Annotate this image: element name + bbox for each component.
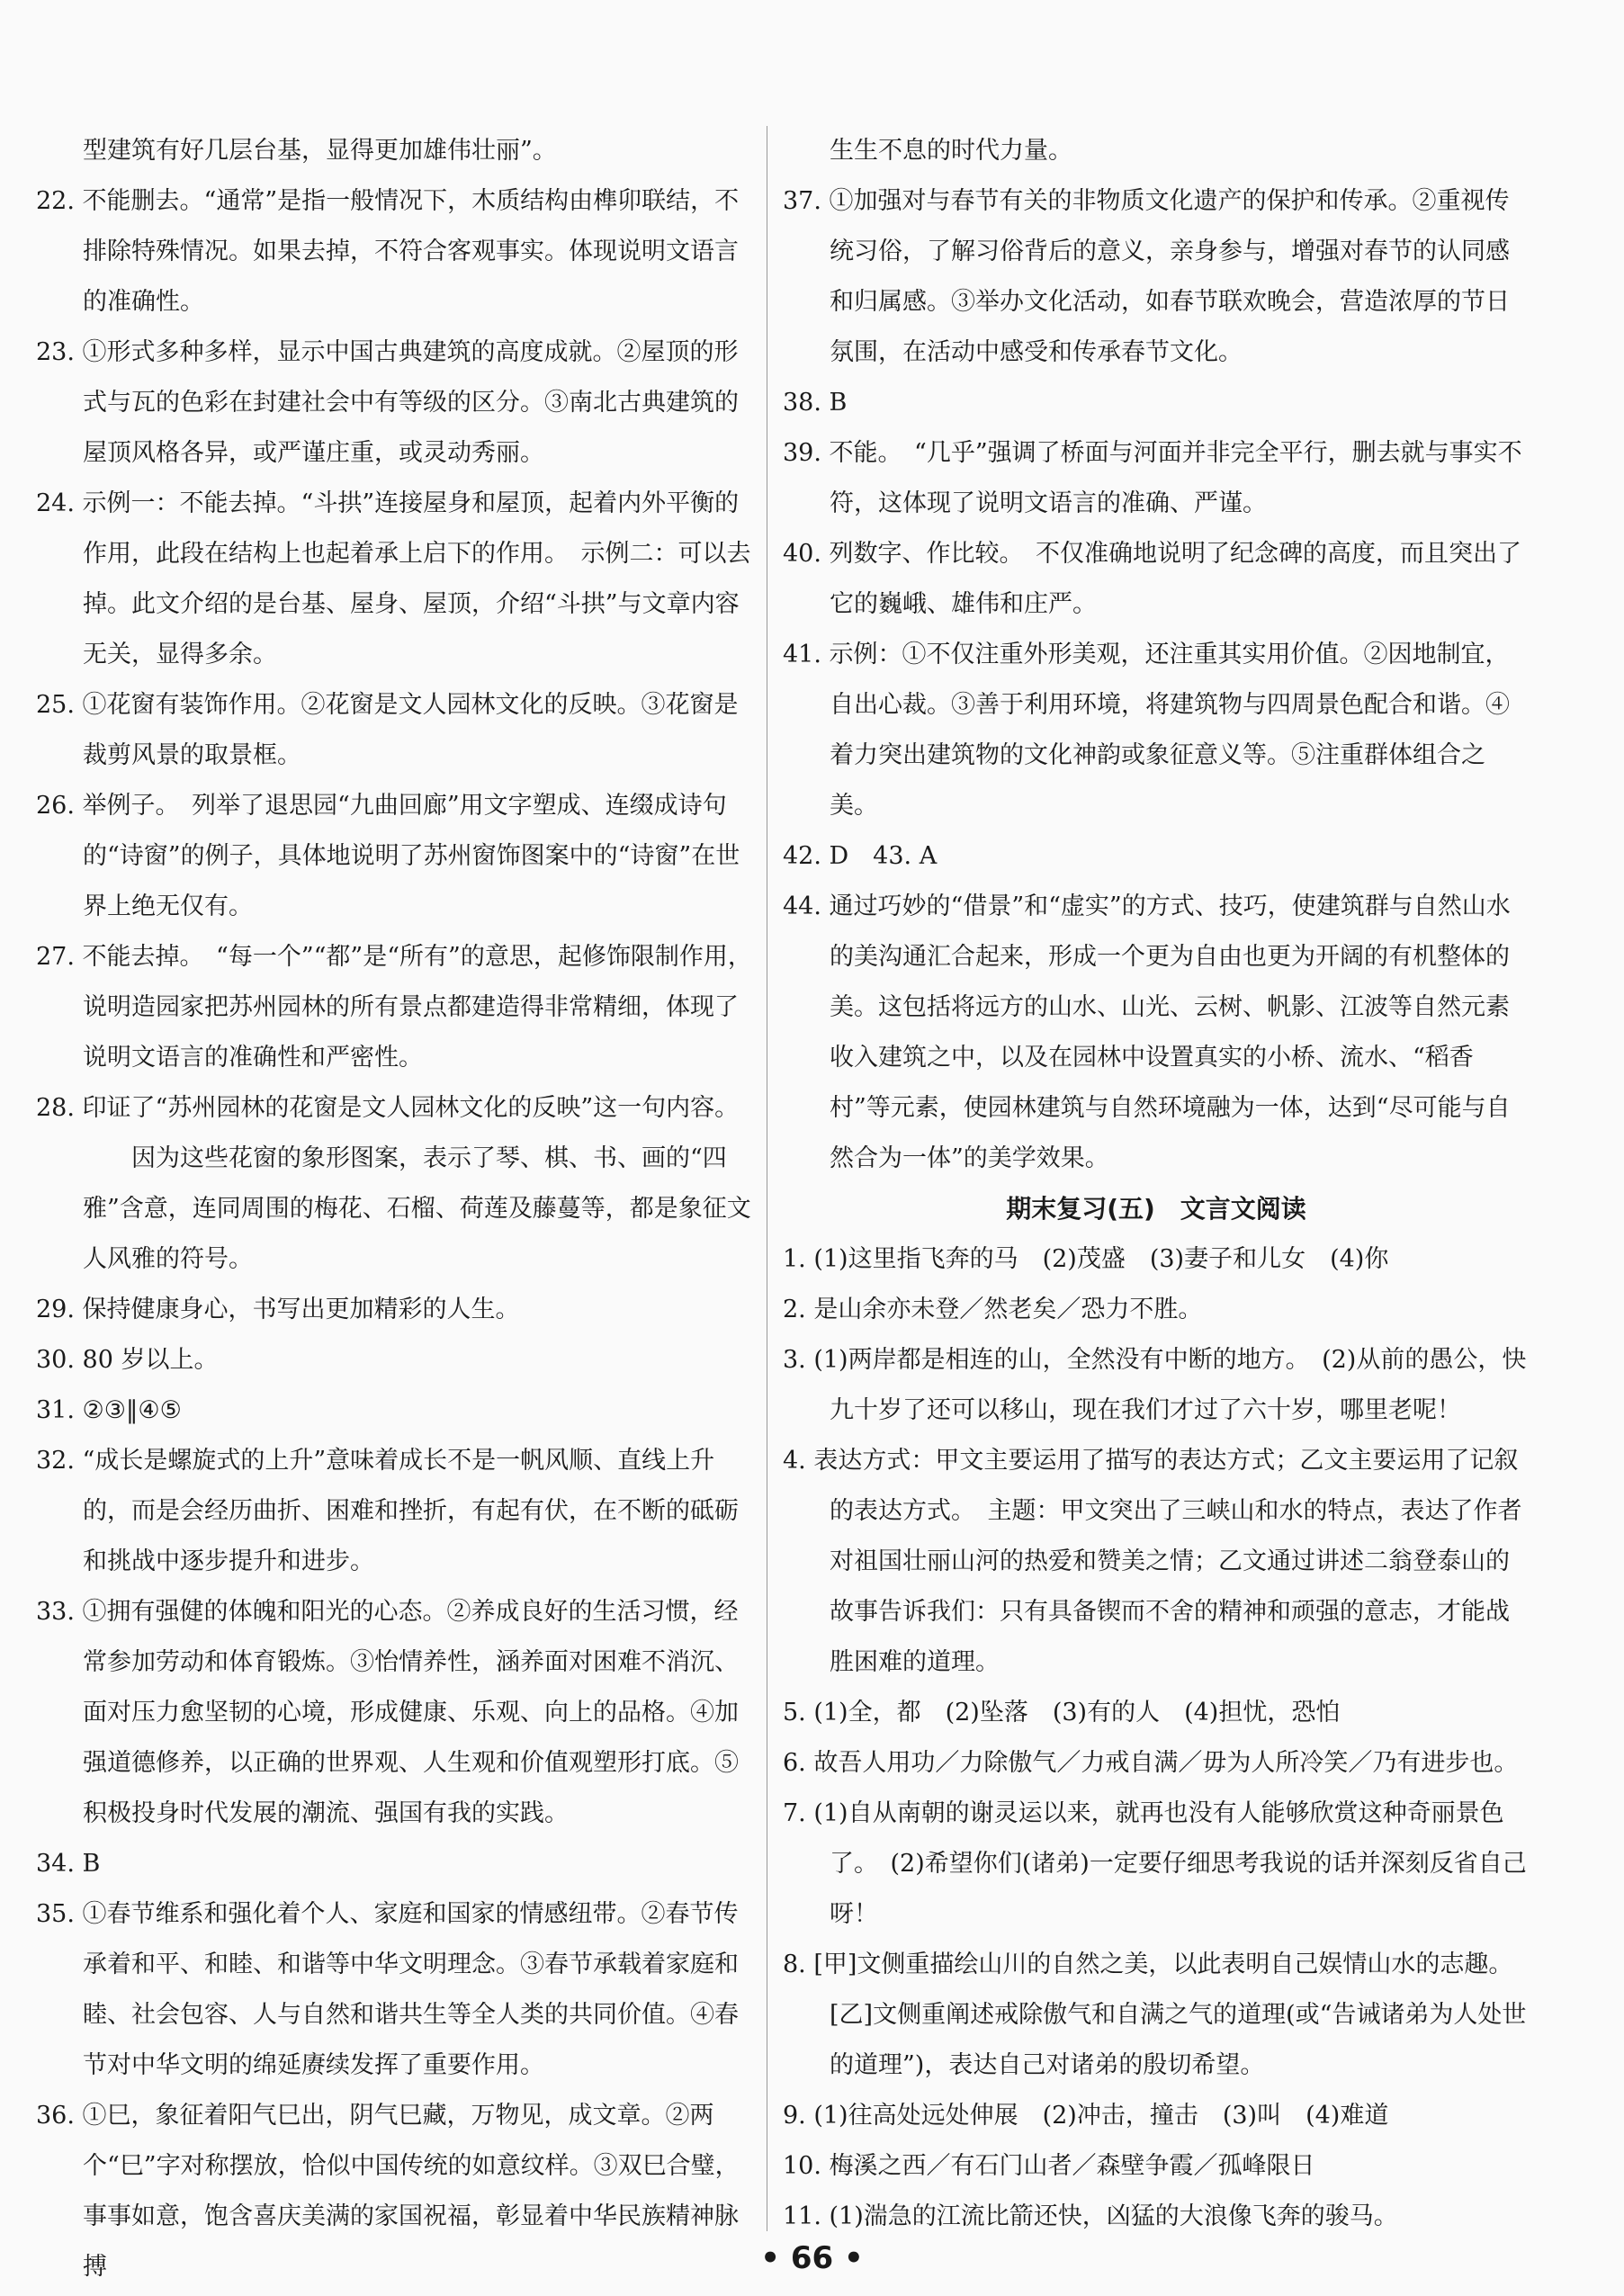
answer-item: 1. (1)这里指飞奔的马 (2)茂盛 (3)妻子和儿女 (4)你	[783, 1245, 1389, 1273]
answer-item: 26. 举例子。 列举了退思园“九曲回廊”用文字塑成、连缀成诗句的“诗窗”的例子，具体地说明了苏州窗饰图案中的“诗窗”在世界上绝无仅有。	[36, 792, 740, 920]
answer-item: 5. (1)全，都 (2)坠落 (3)有的人 (4)担忧，恐怕	[783, 1699, 1341, 1726]
answer-item: 37. ①加强对与春节有关的非物质文化遗产的保护和传承。②重视传统习俗，了解习俗背后的意义，亲身参与，增强对春节的认同感和归属感。③举办文化活动，如春节联欢晚会，营造浓厚的节日氛围，在活动中感受和传承春节文化。	[783, 187, 1510, 366]
answer-item: 24. 示例一：不能去掉。“斗拱”连接屋身和屋顶，起着内外平衡的作用，此段在结构上也起着承上启下的作用。 示例二：可以去掉。此文介绍的是台基、屋身、屋顶，介绍“斗拱”与文章内容无关，显得多余。	[36, 489, 751, 668]
answer-item: 2. 是山余亦未登／然老矣／恐力不胜。	[783, 1296, 1203, 1323]
answer-item: 3. (1)两岸都是相连的山，全然没有中断的地方。 (2)从前的愚公，快九十岁了还可以移山，现在我们才过了六十岁，哪里老呢！	[783, 1346, 1527, 1424]
answer-item: 38. B	[783, 389, 848, 417]
answer-item: 29. 保持健康身心，书写出更加精彩的人生。	[36, 1296, 520, 1323]
answer-item: 33. ①拥有强健的体魄和阳光的心态。②养成良好的生活习惯，经常参加劳动和体育锻炼。③怡情养性，涵养面对困难不消沉、面对压力愈坚韧的心境，形成健康、乐观、向上的品格。④加强道德修养，以正确的世界观、人生观和价值观塑形打底。⑤积极投身时代发展的潮流、强国有我的实践。	[36, 1598, 739, 1827]
answer-item: 11. (1)湍急的江流比箭还快，凶猛的大浪像飞奔的骏马。	[783, 2202, 1398, 2230]
answer-item: 42. D 43. A	[783, 842, 938, 870]
answer-item: 35. ①春节维系和强化着个人、家庭和国家的情感纽带。②春节传承着和平、和睦、和谐等中华文明理念。③春节承载着家庭和睦、社会包容、人与自然和谐共生等全人类的共同价值。④春节对中华文明的绵延赓续发挥了重要作用。	[36, 1900, 739, 2079]
page-number: • 66 •	[760, 2240, 864, 2276]
answer-item: 23. ①形式多种多样，显示中国古典建筑的高度成就。②屋顶的形式与瓦的色彩在封建社会中有等级的区分。③南北古典建筑的屋顶风格各异，或严谨庄重，或灵动秀丽。	[36, 338, 739, 467]
answer-item: 39. 不能。 “几乎”强调了桥面与河面并非完全平行，删去就与事实不符，这体现了说明文语言的准确、严谨。	[783, 439, 1522, 517]
answer-item: 44. 通过巧妙的“借景”和“虚实”的方式、技巧，使建筑群与自然山水的美沟通汇合起来，形成一个更为自由也更为开阔的有机整体的美。这包括将远方的山水、山光、云树、帆影、江波等自然元素收入建筑之中，以及在园林中设置真实的小桥、流水、“稻香村”等元素，使园林建筑与自然环境融为一体，达到“尽可能与自然合为一体”的美学效果。	[783, 892, 1511, 1172]
answer-item: 4. 表达方式：甲文主要运用了描写的表达方式；乙文主要运用了记叙的表达方式。 主题：甲文突出了三峡山和水的特点，表达了作者对祖国壮丽山河的热爱和赞美之情；乙文通过讲述二翁登泰山的故事告诉我们：只有具备锲而不舍的精神和顽强的意志，才能战胜困难的道理。	[783, 1447, 1522, 1676]
answer-item: 6. 故吾人用功／力除傲气／力戒自满／毋为人所冷笑／乃有进步也。	[783, 1749, 1519, 1777]
answer-item: 9. (1)往高处远处伸展 (2)冲击，撞击 (3)叫 (4)难道	[783, 2102, 1389, 2130]
section-title: 期末复习(五) 文言文阅读	[1006, 1194, 1306, 1224]
right-column	[783, 126, 1530, 2242]
answer-item: 8. [甲]文侧重描绘山川的自然之美，以此表明自己娱情山水的志趣。[乙]文侧重阐述戒除傲气和自满之气的道理(或“告诫诸弟为人处世的道理”)，表达自己对诸弟的殷切希望。	[783, 1951, 1527, 2079]
answer-item: 28. 印证了“苏州园林的花窗是文人园林文化的反映”这一句内容。	[36, 1094, 740, 1122]
answer-item: 41. 示例：①不仅注重外形美观，还注重其实用价值。②因地制宜，自出心裁。③善于利用环境，将建筑物与四周景色配合和谐。④着力突出建筑物的文化神韵或象征意义等。⑤注重群体组合之美。	[783, 641, 1510, 820]
answer-item: 27. 不能去掉。 “每一个”“都”是“所有”的意思，起修饰限制作用，说明造园家把苏州园林的所有景点都建造得非常精细，体现了说明文语言的准确性和严密性。	[36, 943, 752, 1072]
answer-continuation: 因为这些花窗的象形图案，表示了琴、棋、书、画的“四雅”含意，连同周围的梅花、石榴、荷莲及藤蔓等，都是象征文人风雅的符号。	[83, 1144, 751, 1273]
answer-item: 31. ②③‖④⑤	[36, 1396, 182, 1424]
answer-continuation: 生生不息的时代力量。	[830, 137, 1072, 165]
answer-item: 7. (1)自从南朝的谢灵运以来，就再也没有人能够欣赏这种奇丽景色了。 (2)希望你们(诸弟)一定要仔细思考我说的话并深刻反省自己呀！	[783, 1799, 1527, 1928]
answer-item: 36. ①巳，象征着阳气巳出，阴气巳藏，万物见，成文章。②两个“巳”字对称摆放，恰似中国传统的如意纹样。③双巳合璧，事事如意，饱含喜庆美满的家国祝福，彰显着中华民族精神脉搏	[36, 2102, 740, 2281]
answer-item: 32. “成长是螺旋式的上升”意味着成长不是一帆风顺、直线上升的，而是会经历曲折、困难和挫折，有起有伏，在不断的砥砺和挑战中逐步提升和进步。	[36, 1447, 739, 1575]
answer-item: 34. B	[36, 1850, 101, 1878]
answer-continuation: 型建筑有好几层台基，显得更加雄伟壮丽”。	[83, 137, 557, 165]
answer-item: 22. 不能删去。“通常”是指一般情况下，木质结构由榫卯联结，不排除特殊情况。如果去掉，不符合客观事实。体现说明文语言的准确性。	[36, 187, 740, 316]
left-column	[36, 126, 756, 2292]
answer-item: 25. ①花窗有装饰作用。②花窗是文人园林文化的反映。③花窗是裁剪风景的取景框。	[36, 691, 739, 769]
answer-item: 30. 80 岁以上。	[36, 1346, 219, 1374]
answer-item: 40. 列数字、作比较。 不仅准确地说明了纪念碑的高度，而且突出了它的巍峨、雄伟和庄严。	[783, 540, 1522, 618]
answer-item: 10. 梅溪之西／有石门山者／森壁争霞／孤峰限日	[783, 2152, 1315, 2180]
